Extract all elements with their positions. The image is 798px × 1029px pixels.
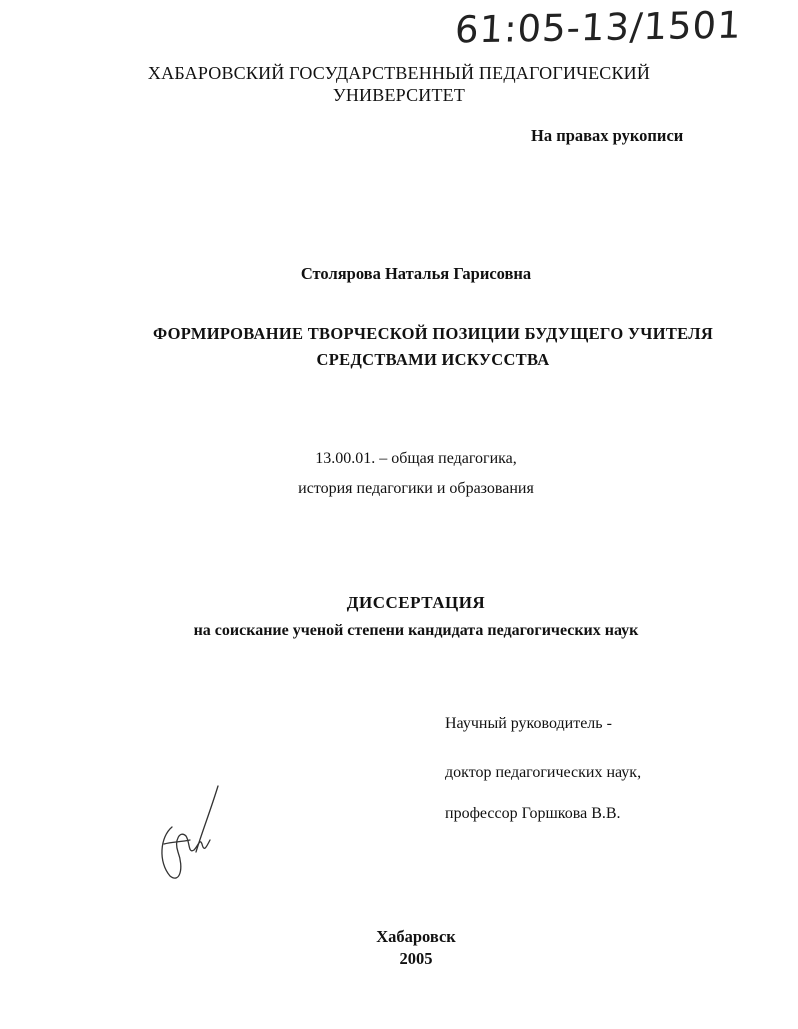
university-name-line1: ХАБАРОВСКИЙ ГОСУДАРСТВЕННЫЙ ПЕДАГОГИЧЕСКИЙ bbox=[147, 63, 651, 83]
manuscript-rights: На правах рукописи bbox=[531, 126, 684, 145]
handwritten-signature bbox=[150, 782, 230, 887]
degree-statement: на соискание ученой степени кандидата педагогических наук bbox=[193, 622, 639, 639]
title-line1: ФОРМИРОВАНИЕ ТВОРЧЕСКОЙ ПОЗИЦИИ БУДУЩЕГО УЧИТЕЛЯ bbox=[152, 324, 714, 343]
specialty-line1: 13.00.01. – общая педагогика, bbox=[315, 450, 517, 467]
handwritten-archive-number: 61:05-13/1501 bbox=[453, 3, 743, 52]
supervisor-name: профессор Горшкова В.В. bbox=[445, 805, 621, 822]
supervisor-degree: доктор педагогических наук, bbox=[445, 764, 642, 781]
specialty-line2: история педагогики и образования bbox=[298, 480, 534, 497]
city: Хабаровск bbox=[376, 927, 456, 946]
work-type-label: ДИССЕРТАЦИЯ bbox=[346, 593, 486, 612]
supervisor-label: Научный руководитель - bbox=[445, 715, 612, 732]
city-and-year bbox=[0, 926, 798, 970]
dissertation-title bbox=[0, 321, 798, 373]
author-name: Столярова Наталья Гарисовна bbox=[300, 264, 532, 283]
year: 2005 bbox=[399, 949, 433, 968]
university-name-line2: УНИВЕРСИТЕТ bbox=[332, 85, 466, 105]
title-line2: СРЕДСТВАМИ ИСКУССТВА bbox=[316, 350, 550, 369]
specialty-code bbox=[0, 444, 798, 504]
university-name bbox=[0, 62, 798, 106]
